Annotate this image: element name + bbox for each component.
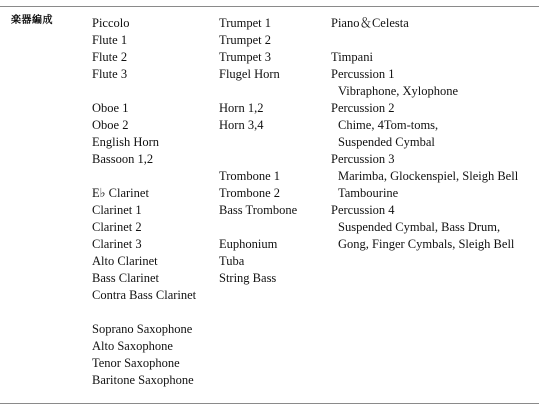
top-rule	[0, 6, 539, 7]
instrument-name: Clarinet 1	[92, 203, 142, 217]
instrument-name: Trumpet 1	[219, 16, 271, 30]
instrument-name: Clarinet 3	[92, 237, 142, 251]
instrument-name: Bassoon 1,2	[92, 152, 154, 166]
instrument-name: Baritone Saxophone	[92, 373, 194, 387]
instrument-name: Timpani	[331, 50, 373, 64]
instrument-name: Bass Clarinet	[92, 271, 160, 285]
blank-row	[219, 219, 297, 236]
instrument-name: Horn 1,2	[219, 101, 264, 115]
instrument-column-2	[219, 15, 297, 287]
instrument-detail: Gong, Finger Cymbals, Sleigh Bell	[338, 237, 515, 251]
instrument-name: Percussion 1	[331, 67, 395, 81]
instrument-name: Alto Clarinet	[92, 254, 158, 268]
instrument-name: Tuba	[219, 254, 245, 268]
instrument-name: Flugel Horn	[219, 67, 280, 81]
instrument-name: Trumpet 2	[219, 33, 271, 47]
instrument-name: Flute 3	[92, 67, 128, 81]
instrument-column-1	[92, 15, 196, 389]
instrument-name: Piccolo	[92, 16, 130, 30]
instrument-name: Oboe 2	[92, 118, 129, 132]
instrument-name: Soprano Saxophone	[92, 322, 193, 336]
bottom-rule	[0, 403, 539, 404]
instrument-name: Tenor Saxophone	[92, 356, 180, 370]
instrument-detail: Vibraphone, Xylophone	[338, 84, 459, 98]
blank-row	[92, 168, 196, 185]
blank-row	[92, 83, 196, 100]
instrument-name: Percussion 4	[331, 203, 395, 217]
instrument-detail: Suspended Cymbal	[338, 135, 435, 149]
instrument-name: Bass Trombone	[219, 203, 298, 217]
instrument-name: Trombone 2	[219, 186, 281, 200]
instrument-name: Contra Bass Clarinet	[92, 288, 197, 302]
instrument-name: String Bass	[219, 271, 277, 285]
instrument-name: Trumpet 3	[219, 50, 271, 64]
instrument-name: Flute 2	[92, 50, 128, 64]
instrument-name: Piano＆Celesta	[331, 16, 409, 30]
instrument-name: English Horn	[92, 135, 160, 149]
blank-row	[219, 83, 297, 100]
instrument-name: Oboe 1	[92, 101, 129, 115]
instrument-name: Euphonium	[219, 237, 278, 251]
instrument-detail: Tambourine	[338, 186, 399, 200]
instrument-detail: Marimba, Glockenspiel, Sleigh Bell	[338, 169, 519, 183]
instrument-name: Percussion 3	[331, 152, 395, 166]
section-heading: 楽器編成	[11, 15, 53, 26]
instrument-detail: Suspended Cymbal, Bass Drum,	[338, 220, 501, 234]
instrument-detail: Chime, 4Tom-toms,	[338, 118, 439, 132]
blank-row	[219, 134, 297, 151]
instrument-name: Clarinet 2	[92, 220, 142, 234]
blank-row	[331, 32, 518, 49]
blank-row	[219, 151, 297, 168]
instrument-name: Flute 1	[92, 33, 128, 47]
instrument-column-3	[331, 15, 518, 253]
blank-row	[92, 304, 196, 321]
instrument-name: E♭ Clarinet	[92, 186, 149, 200]
instrument-name: Trombone 1	[219, 169, 281, 183]
instrument-name: Horn 3,4	[219, 118, 264, 132]
instrument-name: Alto Saxophone	[92, 339, 173, 353]
instrument-name: Percussion 2	[331, 101, 395, 115]
